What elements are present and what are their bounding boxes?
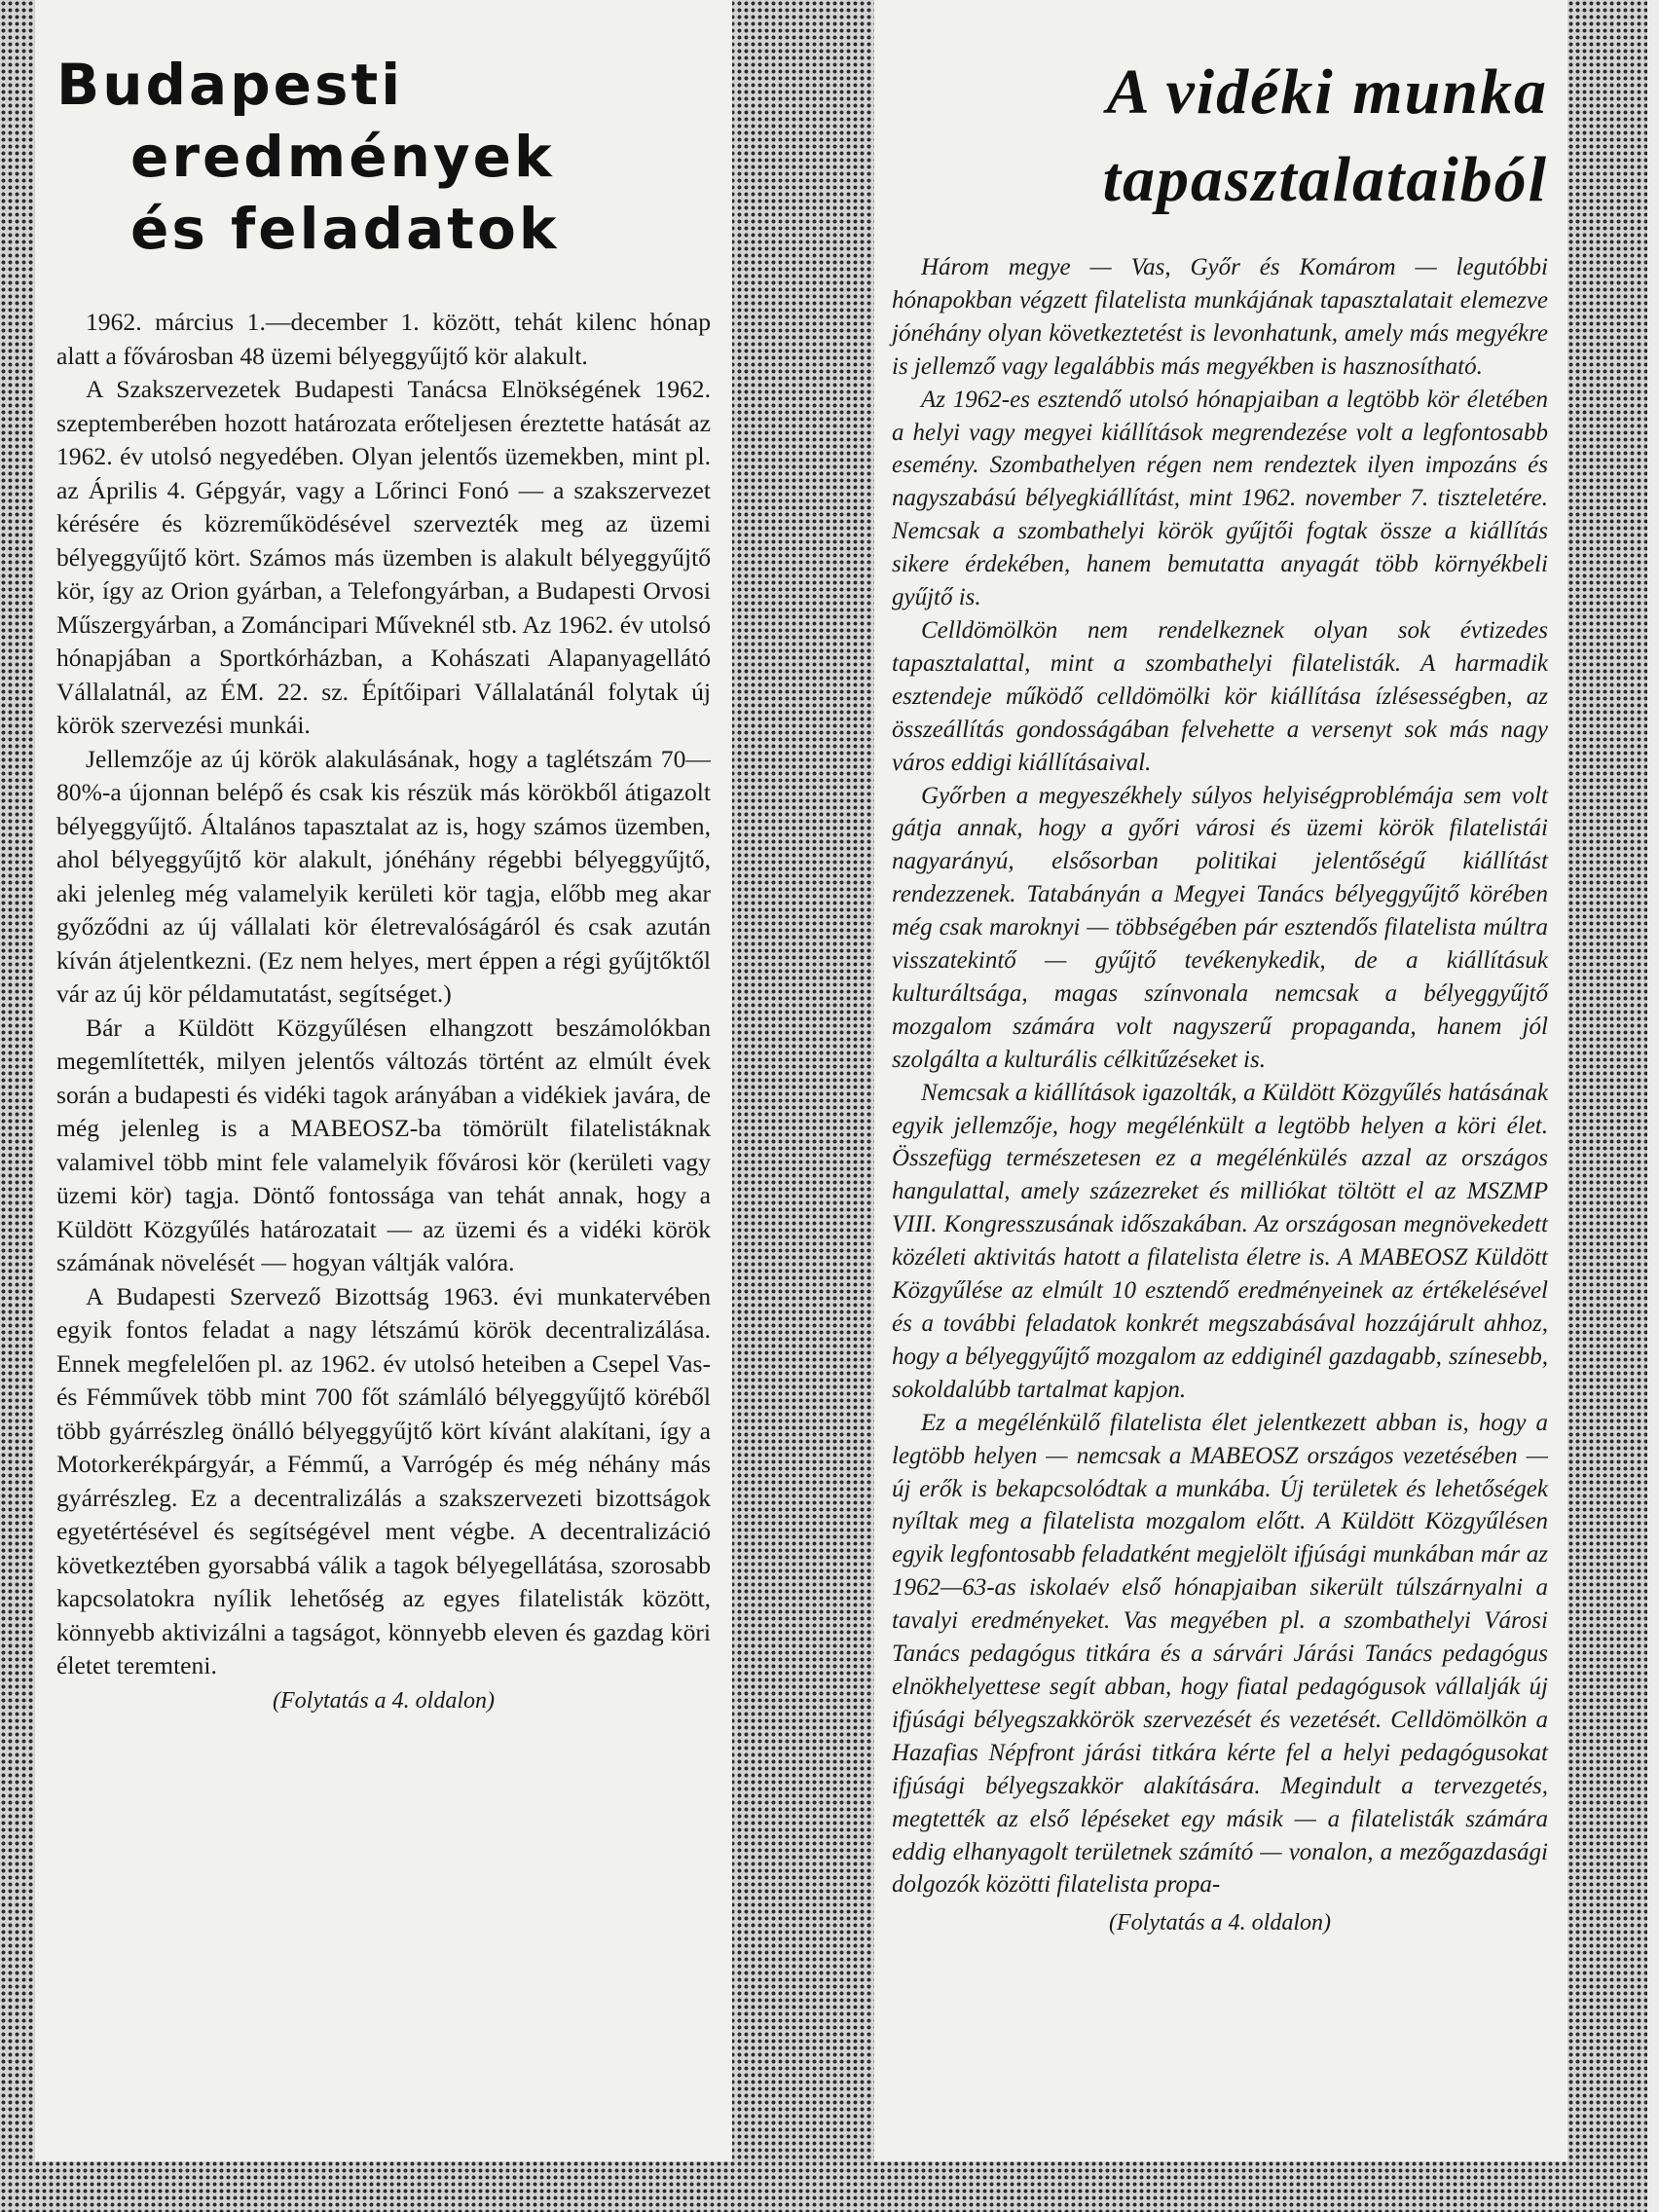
article-paragraph: A Budapesti Szervező Bizottság 1963. évi munkatervében egyik fontos feladat a nagy létszámú körök decentralizálása. Ennek megfelelően pl. az 1962. év utolsó heteiben a Csepel Vas- és Fémművek több mint 700 főt számláló bélyeggyűjtő köréből több gyárrészleg önálló bélyeggyűjtő kört kívánt alakítani, így a Motorkerékpárgyár, a Fémmű, a Varrógép és még néhány más gyárrészleg. Ez a decentralizálás a szakszervezeti bizottságok egyetértésével és segítségével ment végbe. A decentralizáció következtében gyorsabbá válik a tagok bélyegellátása, szorosabb kapcsolatokra nyílik lehetőség az egyes filatelisták között, könnyebb aktivizálni a tagságot, könnyebb eleven és gazdag köri életet teremteni. (56, 1281, 711, 1679)
headline-line: A vidéki munka (1106, 56, 1548, 128)
article-paragraph: Győrben a megyeszékhely súlyos helyiségproblémája sem volt gátja annak, hogy a győri városi és üzemi körök filatelistái nagyarányú, elsősorban politikai jelentőségű kiállítást rendezzenek. Tatabányán a Megyei Tanács bélyeggyűjtő körében még csak maroknyi — többségében pár esztendős filatelista múltra visszatekintő — gyűjtő tevékenykedik, de a kiállításuk kulturáltsága, magas színvonala nemcsak a bélyeggyűjtő mozgalom számára volt nagyszerű propaganda, hanem jól szolgálta a kulturális célkitűzéseket is. (892, 782, 1548, 1073)
article-paragraph: Bár a Küldött Közgyűlésen elhangzott beszámolókban megemlítették, milyen jelentős változás történt az elmúlt évek során a budapesti és vidéki tagok arányában a vidékiek javára, de még jelenleg is a MABEOSZ-ba tömörült filatelistáknak valamivel több mint fele valamelyik fővárosi kör (kerületi vagy üzemi kör) tagja. Döntő fontossága van tehát annak, hogy a Küldött Közgyűlés határozatait — az üzemi és a vidéki körök számának növelését — hogyan váltják valóra. (56, 1013, 711, 1276)
headline-line: tapasztalataiból (1102, 144, 1548, 215)
article-body (892, 251, 1548, 1940)
continued-note: (Folytatás a 4. oldalon) (273, 1687, 495, 1714)
article-body (56, 306, 711, 1718)
article-budapest-results (35, 0, 732, 2161)
article-paragraph: Három megye — Vas, Győr és Komárom — legutóbbi hónapokban végzett filatelista munkájának tapasztalatait elemezve jónéhány olyan következtetést is levonhatunk, amely más megyékre is jellemző vagy legalábbis más megyékben is hasznosítható. (892, 254, 1548, 380)
headline-line: Budapesti (56, 52, 404, 118)
article-rural-work (874, 0, 1567, 2161)
article-paragraph: Celldömölkön nem rendelkeznek olyan sok évtizedes tapasztalattal, mint a szombathelyi filatelisták. A harmadik esztendeje működő celldömölki kör kiállítása ízlésességben, az összeállítás gondosságában felvehette a versenyt sok más nagy város eddigi kiállításaival. (892, 616, 1548, 776)
headline-line: eredmények (130, 124, 555, 190)
article-paragraph: Ez a megélénkülő filatelista élet jelentkezett abban is, hogy a legtöbb helyen — nemcsak a MABEOSZ országos vezetésében — új erők is bekapcsolódtak a munkába. Új területek és lehetőségek nyíltak meg a filatelista mozgalom előtt. A Küldött Közgyűlésen egyik legfontosabb feladatként megjelölt ifjúsági munkában már az 1962—63-as iskolaév első hónapjaiban sikerült túlszárnyalni a tavalyi eredményeket. Vas megyében pl. a szombathelyi Városi Tanács pedagógus titkára és a sárvári Járási Tanács pedagógus elnökhelyettese segít abban, hogy fiatal pedagógusok vállalják új ifjúsági bélyegszakkörök szervezését és vezetését. Celldömölkön a Hazafias Népfront járási titkára kérte fel a helyi pedagógusokat ifjúsági bélyegszakkör alakítására. Megindult a tervezgetés, megtették az első lépéseket egy másik — a filatelisták számára eddig elhanyagolt területnek számító — vonalon, a mezőgazdasági dolgozók közötti filatelista propa- (892, 1409, 1548, 1899)
page-edge (1647, 0, 1659, 2212)
continued-note: (Folytatás a 4. oldalon) (1109, 1910, 1331, 1936)
article-paragraph: A Szakszervezetek Budapesti Tanácsa Elnökségének 1962. szeptemberében hozott határozata erőteljesen éreztette hatását az 1962. év utolsó negyedében. Olyan jelentős üzemekben, mint pl. az Április 4. Gépgyár, vagy a Lőrinci Fonó — a szakszervezet kérésére és közreműködésével szervezték meg az üzemi bélyeggyűjtő kört. Számos más üzemben is alakult bélyeggyűjtő kör, így az Orion gyárban, a Telefongyárban, a Budapesti Orvosi Műszergyárban, a Zománcipari Műveknél stb. Az 1962. év utolsó hónapjában a Sportkórházban, a Kohászati Alapanyagellátó Vállalatnál, az ÉM. 22. sz. Építőipari Vállalatánál folytak új körök szervezési munkái. (56, 375, 711, 739)
headline-rural-work (892, 49, 1548, 224)
article-paragraph: 1962. március 1.—december 1. között, tehát kilenc hónap alatt a fővárosban 48 üzemi bélyeggyűjtő kör alakult. (56, 308, 711, 370)
article-paragraph: Az 1962-es esztendő utolsó hónapjaiban a legtöbb kör életében a helyi vagy megyei kiállítások megrendezése volt a legfontosabb esemény. Szombathelyen régen nem rendeztek ilyen impozáns és nagyszabású bélyegkiállítást, mint 1962. november 7. tiszteletére. Nemcsak a szombathelyi körök gyűjtői fogtak össze a kiállítás sikere érdekében, hanem bemutatta anyagát több környékbeli gyűjtő is. (892, 386, 1548, 611)
article-paragraph: Jellemzője az új körök alakulásának, hogy a taglétszám 70—80%-a újonnan belépő és csak kis részük más körökből átigazolt bélyeggyűjtő. Általános tapasztalat az is, hogy számos üzemben, ahol bélyeggyűjtő kör alakult, jónéhány régebbi bélyeggyűjtő, aki jelenleg még valamelyik kerületi kör tagja, előbb meg akar győződni az új vállalati kör életrevalóságáról és csak azután kíván átjelentkezni. (Ez nem helyes, mert éppen a régi gyűjtőktől vár az új kör példamutatást, segítséget.) (56, 744, 711, 1008)
headline-line: és feladatok (130, 196, 560, 262)
headline-budapest-results (56, 49, 711, 265)
article-paragraph: Nemcsak a kiállítások igazolták, a Küldött Közgyűlés hatásának egyik jellemzője, hogy megélénkült a legtöbb helyen a köri élet. Összefügg természetesen ez a megélénkülés azzal az országos hangulattal, amely százezreket és milliókat töltött el az MSZMP VIII. Kongresszusának időszakában. Az országosan megnövekedett közéleti aktivitás hatott a filatelista életre is. A MABEOSZ Küldött Közgyűlése az elmúlt 10 esztendő eredményeinek az értékelésével és a további feladatok konkrét megszabásával hozzájárult ahhoz, hogy a bélyeggyűjtő mozgalom az eddiginél gazdagabb, színesebb, sokoldalúbb tartalmat kapjon. (892, 1079, 1548, 1403)
